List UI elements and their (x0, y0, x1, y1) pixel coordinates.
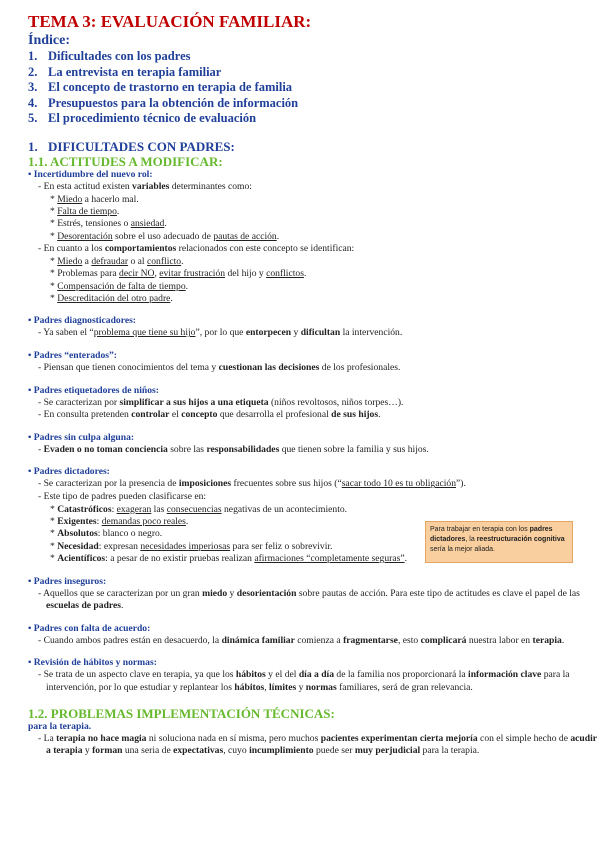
list-item (28, 206, 600, 218)
text-run: las (151, 503, 167, 515)
text-run: conflictos (266, 268, 304, 280)
text-run: reestructuración cognitiva (476, 536, 565, 543)
index-item (28, 111, 600, 127)
text-run: dificultan (300, 327, 341, 339)
text-run: - Se caracterizan por (38, 396, 120, 408)
text-run: que tienen sobre la familia y sus hijos. (279, 443, 429, 455)
text-run: día a día (298, 669, 335, 681)
text-run: * (50, 193, 58, 205)
text-run: información clave (468, 669, 542, 681)
text-run: muy perjudicial (354, 745, 421, 757)
text-run: ansiedad (130, 218, 165, 230)
text-run: y (291, 327, 301, 339)
paragraph (28, 181, 600, 194)
text-run: . (164, 218, 167, 230)
text-run: - Aquellos que se caracterizan por un gran (38, 587, 203, 599)
block-no-guilt (28, 432, 600, 457)
text-run: sobre las (167, 443, 207, 455)
text-run: exageran (116, 503, 152, 515)
text-run: Exigentes (57, 515, 97, 527)
text-run: : expresan (98, 540, 141, 552)
subsection-heading-techniques: 1.2. PROBLEMAS IMPLEMENTACIÓN TÉCNICAS: (28, 705, 335, 721)
text-run: para ser feliz o sobrevivir. (230, 540, 333, 552)
index-item (28, 96, 600, 112)
text-run: relacionados con este concepto se identifican: (176, 243, 355, 255)
index-number: 5. (28, 111, 38, 126)
text-run: límites (269, 681, 297, 693)
text-run: , (264, 681, 270, 693)
text-run: Miedo (57, 193, 83, 205)
index-number: 3. (28, 80, 38, 95)
block-heading: • Incertidumbre del nuevo rol: (28, 168, 153, 180)
document-title: TEMA 3: EVALUACIÓN FAMILIAR: (28, 12, 312, 31)
text-run: concepto (181, 409, 218, 421)
paragraph (28, 397, 600, 410)
text-run: puede ser (313, 745, 355, 757)
text-run: cuestionan las decisiones (218, 362, 320, 373)
text-run: de sus hijos (331, 409, 379, 421)
text-run: terapia no hace magia (56, 732, 147, 744)
text-run: variables (132, 180, 170, 192)
text-run: y (296, 681, 306, 693)
text-run: - Cuando ambos padres están en desacuerdo, la (38, 634, 222, 646)
paragraph (28, 444, 600, 457)
text-run: imposiciones (178, 478, 232, 490)
text-run: expectativas (173, 745, 224, 757)
text-run: a (82, 255, 92, 267)
text-run: que desarrolla el profesional (217, 409, 332, 421)
text-run: sacar todo 10 es tu obligación (341, 478, 456, 490)
text-run: determinantes como: (169, 180, 252, 192)
text-run: ”, por lo que (195, 327, 246, 339)
text-run: controlar (131, 409, 170, 421)
text-run: ni soluciona nada en sí misma, pero muchos (146, 732, 321, 744)
text-run: . (185, 515, 189, 527)
text-run: . (120, 600, 124, 612)
text-run: dinámica familiar (221, 634, 295, 646)
index-heading: Índice: (28, 33, 70, 48)
text-run: * (50, 528, 58, 540)
paragraph: - Este tipo de padres pueden clasificarse en: (38, 490, 207, 502)
text-run: responsabilidades (206, 443, 280, 455)
block-diagnosers (28, 315, 600, 340)
text-run: hábitos (234, 681, 265, 693)
paragraph (28, 362, 600, 375)
text-run: acudir a terapia (46, 732, 597, 757)
text-run: . (378, 409, 381, 421)
text-run: - (38, 443, 44, 455)
paragraph (28, 733, 600, 758)
block-heading: • Padres etiquetadores de niños: (28, 384, 159, 396)
block-heading: • Padres inseguros: (28, 575, 107, 587)
block-heading: • Padres diagnosticadores: (28, 315, 137, 327)
text-run: , (154, 268, 160, 280)
index-number: 2. (28, 64, 38, 79)
paragraph (28, 409, 600, 422)
list-item (28, 231, 600, 243)
text-run: Acientíficos (57, 553, 106, 565)
text-run: - En consulta pretenden (38, 409, 132, 421)
text-run: de los profesionales. (319, 362, 401, 373)
text-run: el (169, 409, 182, 421)
text-run: evitar frustración (159, 268, 226, 280)
text-run: complicará (420, 634, 467, 646)
block-magic-wand (28, 721, 600, 758)
text-run: miedo (202, 587, 228, 599)
text-run: . (561, 634, 565, 646)
text-run: necesidades imperiosas (140, 540, 231, 552)
index-label: La entrevista en terapia familiar (48, 64, 222, 79)
block-uncertainty (28, 169, 600, 305)
text-run: Desorentación (57, 230, 113, 242)
text-run: Catastróficos (57, 503, 112, 515)
block-heading: • Revisión de hábitos y normas: (28, 657, 157, 669)
list-item (28, 504, 600, 516)
text-run: Compensación de falta de tiempo (57, 280, 186, 292)
block-heading: • Padres sin culpa alguna: (28, 431, 135, 443)
text-run: ”). (456, 478, 466, 490)
text-run: * (50, 205, 58, 217)
text-run: * (50, 230, 58, 242)
block-informed (28, 350, 600, 375)
text-run: una seria de (122, 745, 174, 757)
text-run: para la intervención, por lo que estudiar y replantear los (46, 669, 570, 693)
text-run: forman (92, 745, 123, 757)
text-run: : a pesar de no existir pruebas realizan (105, 553, 255, 565)
text-run: . (116, 205, 120, 217)
text-run: - Se trata de un aspecto clave en terapia, ya que los (38, 669, 236, 681)
paragraph (28, 588, 600, 613)
text-run: - En esta actitud existen (38, 180, 133, 192)
index-item (28, 80, 600, 96)
text-run: : (111, 503, 117, 515)
block-heading: • Padres dictadores: (28, 466, 110, 478)
text-run: * (50, 293, 58, 304)
text-run: * (50, 540, 58, 552)
text-run: - En cuanto a los (38, 243, 105, 255)
block-disagreement (28, 623, 600, 648)
text-run: , cuyo (223, 745, 250, 757)
text-run: desorientación (236, 587, 297, 599)
text-run: consecuencias (166, 503, 222, 515)
text-run: o al (128, 255, 147, 267)
list-item (28, 194, 600, 206)
text-run: * Estrés, tensiones o (50, 218, 131, 230)
text-run: negativas de un acontecimiento. (221, 503, 348, 515)
text-run: familiares, será de gran relevancia. (336, 681, 473, 693)
text-run: Absolutos (57, 528, 98, 540)
list-item (28, 256, 600, 268)
text-run: pacientes experimentan cierta mejoría (320, 732, 478, 744)
text-run: de la familia nos proporcionará la (334, 669, 469, 681)
text-run: a hacerlo mal. (82, 193, 139, 205)
section-number: 1. (28, 138, 38, 154)
index-label: El procedimiento técnico de evaluación (48, 111, 257, 126)
text-run: terapia (532, 634, 562, 646)
text-run: . (185, 280, 189, 292)
text-run: , esto (397, 634, 421, 646)
paragraph (28, 243, 600, 256)
text-run: Evaden o no toman conciencia (43, 443, 168, 455)
text-run: comportamientos (104, 243, 177, 255)
list-item (28, 218, 600, 230)
text-run: (niños revoltosos, niños torpes…). (268, 396, 404, 408)
text-run: * (50, 515, 58, 527)
text-run: hábitos (235, 669, 266, 681)
text-run: incumplimiento (249, 745, 314, 757)
text-run: * (50, 553, 58, 565)
text-run: con el simple hecho de (477, 732, 571, 744)
text-run: escuelas de padres (46, 600, 121, 612)
text-run: - Ya saben el “ (38, 327, 94, 339)
index-number: 4. (28, 95, 38, 110)
text-run: padres dictadores (430, 526, 553, 543)
block-heading: para la terapia. (28, 720, 92, 732)
index-label: Dificultades con los padres (48, 49, 191, 63)
text-run: * (50, 255, 58, 267)
block-insecure (28, 576, 600, 613)
text-run: y el del (265, 669, 299, 681)
text-run: nuestra labor en (466, 634, 533, 646)
text-run: problema que tiene su hijo (93, 327, 196, 339)
text-run: - Se caracterizan por la presencia de (38, 478, 179, 490)
index-number: 1. (28, 49, 38, 63)
text-run: conflicto (147, 255, 182, 267)
text-run: afirmaciones “completamente seguras” (254, 553, 405, 565)
text-run: - La (38, 732, 57, 744)
text-run: : (96, 515, 102, 527)
text-run: - Piensan que tienen conocimientos del tema y (38, 362, 219, 373)
index-label: El concepto de trastorno en terapia de familia (48, 80, 293, 95)
side-note-box (425, 521, 573, 563)
text-run: defraudar (91, 255, 129, 267)
section-title: DIFICULTADES CON PADRES: (48, 138, 235, 154)
text-run: y (82, 745, 93, 757)
text-run: . (181, 255, 184, 267)
list-item (28, 268, 600, 280)
text-run: para la terapia. (420, 745, 480, 757)
paragraph (28, 327, 600, 340)
text-run: decir NO (119, 268, 155, 280)
text-run: entorpecen (245, 327, 292, 339)
subsection-heading-attitudes: 1.1. ACTITUDES A MODIFICAR: (28, 153, 223, 169)
text-run: Necesidad (57, 540, 99, 552)
block-heading: • Padres “enterados”: (28, 350, 117, 361)
text-run: demandas poco reales (101, 515, 186, 527)
text-run: * (50, 503, 58, 515)
block-habits (28, 657, 600, 694)
index-label: Presupuestos para la obtención de información (48, 95, 299, 110)
text-run: frecuentes sobre sus hijos (“ (231, 478, 342, 490)
text-run: normas (305, 681, 337, 693)
text-run: fragmentarse (343, 634, 398, 646)
paragraph (28, 478, 600, 491)
paragraph (28, 635, 600, 648)
index-list (28, 49, 600, 127)
text-run: * Problemas para (50, 268, 120, 280)
text-run: * (50, 280, 58, 292)
text-run: sería la mejor aliada. (430, 546, 495, 553)
text-run: , la (465, 536, 477, 543)
text-run: . (276, 230, 280, 242)
text-run: Descreditación del otro padre (57, 293, 171, 304)
text-run: y (227, 587, 237, 599)
text-run: la intervención. (340, 327, 403, 339)
text-run: Miedo (57, 255, 83, 267)
text-run: Para trabajar en terapia con los (430, 526, 530, 533)
section-heading (28, 139, 600, 154)
index-item (28, 65, 600, 81)
text-run: pautas de acción (213, 230, 277, 242)
text-run: . (404, 553, 407, 565)
list-item (28, 281, 600, 293)
text-run: Falta de tiempo (57, 205, 117, 217)
list-item (28, 293, 600, 305)
block-heading: • Padres con falta de acuerdo: (28, 622, 151, 634)
text-run: simplificar a sus hijos a una etiqueta (119, 396, 269, 408)
text-run: comienza a (294, 634, 344, 646)
block-labelers (28, 385, 600, 422)
text-run: sobre el uso adecuado de (112, 230, 214, 242)
text-run: sobre pautas de acción. Para este tipo de actitudes es clave el papel de las (296, 587, 580, 599)
index-item (28, 49, 600, 65)
text-run: . (303, 268, 307, 280)
text-run: del hijo y (225, 268, 267, 280)
text-run: : blanco o negro. (97, 528, 163, 540)
text-run: . (170, 293, 173, 304)
paragraph (28, 669, 600, 694)
